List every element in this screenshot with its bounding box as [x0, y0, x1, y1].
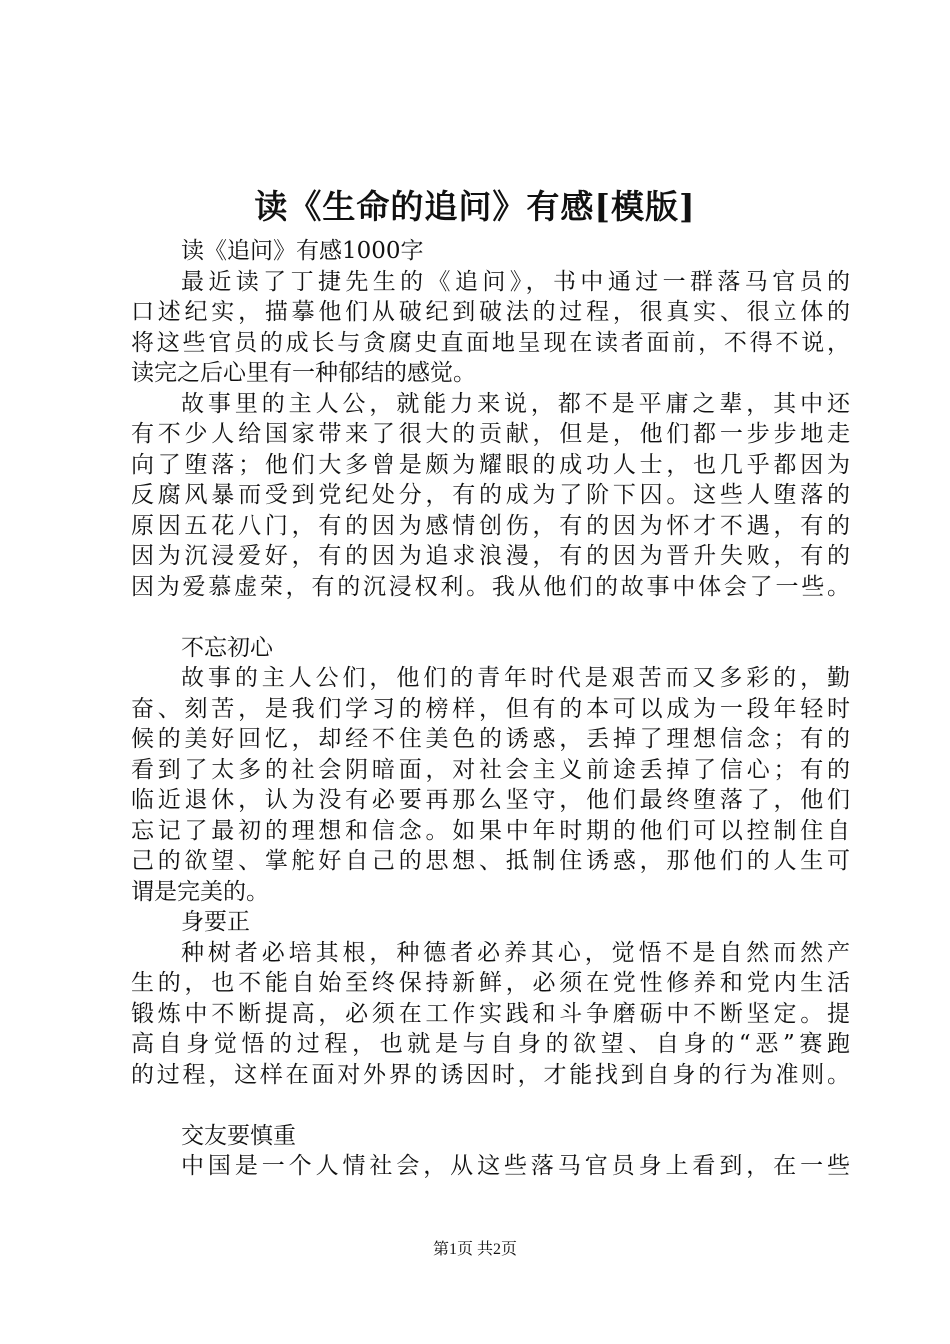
text-line: 锻炼中不断提高，必须在工作实践和斗争磨砺中不断坚定。提 — [131, 1000, 850, 1027]
document-body — [131, 236, 850, 1182]
text-line: 将这些官员的成长与贪腐史直面地呈现在读者面前，不得不说， — [131, 329, 850, 356]
page-number: 第1页 共2页 — [432, 1241, 517, 1258]
text-line: 临近退休，认为没有必要再那么坚守，他们最终堕落了，他们 — [131, 787, 850, 813]
text-line: 己的欲望、掌舵好自己的思想、抵制住诱惑，那他们的人生可 — [131, 848, 850, 874]
text-line: 候的美好回忆，却经不住美色的诱惑，丢掉了理想信念；有的 — [131, 726, 850, 752]
text-line: 因为爱慕虚荣，有的沉浸权利。我从他们的故事中体会了一些。 — [131, 573, 850, 600]
text-line: 故事里的主人公，就能力来说，都不是平庸之辈，其中还 — [181, 390, 850, 417]
document-title: 读《生命的追问》有感[模版] — [254, 187, 696, 226]
spacer — [131, 1090, 850, 1121]
text-line: 原因五花八门，有的因为感情创伤，有的因为怀才不遇，有的 — [131, 512, 850, 539]
paragraph-intro — [131, 267, 850, 389]
text-line: 生的，也不能自始至终保持新鲜，必须在党性修养和党内生活 — [131, 970, 850, 996]
text-line: 种树者必培其根，种德者必养其心，觉悟不是自然而然产 — [181, 939, 850, 966]
paragraph-protagonists — [131, 389, 850, 603]
text-line: 因为沉浸爱好，有的因为追求浪漫，有的因为晋升失败，有的 — [131, 543, 850, 569]
paragraph-original-intention — [131, 663, 850, 907]
paragraph-friends — [131, 1151, 850, 1182]
text-line: 的过程，这样在面对外界的诱因时，才能找到自身的行为准则。 — [131, 1061, 850, 1088]
text-line: 故事的主人公们，他们的青年时代是艰苦而又多彩的，勤 — [181, 665, 850, 691]
section-heading: 身要正 — [181, 909, 250, 935]
text-line: 口述纪实，描摹他们从破纪到破法的过程，很真实、很立体的 — [131, 299, 850, 325]
text-line: 中国是一个人情社会，从这些落马官员身上看到，在一些 — [181, 1153, 850, 1179]
text-line: 谓是完美的。 — [131, 878, 269, 905]
text-line: 向了堕落；他们大多曾是颇为耀眼的成功人士，也几乎都因为 — [131, 451, 850, 478]
text-line: 忘记了最初的理想和信念。如果中年时期的他们可以控制住自 — [131, 817, 850, 844]
paragraph-upright — [131, 938, 850, 1091]
text-line: 读完之后心里有一种郁结的感觉。 — [131, 360, 476, 386]
text-line: 反腐风暴而受到党纪处分，有的成为了阶下囚。这些人堕落的 — [131, 482, 850, 508]
document-subtitle: 读《追问》有感1000字 — [181, 238, 424, 264]
section-heading: 不忘初心 — [181, 634, 273, 661]
text-line: 最近读了丁捷先生的《追问》，书中通过一群落马官员的 — [181, 268, 850, 295]
text-line: 看到了太多的社会阴暗面，对社会主义前途丢掉了信心；有的 — [131, 756, 850, 783]
section-heading: 交友要慎重 — [181, 1122, 296, 1149]
text-line: 奋、刻苦，是我们学习的榜样，但有的本可以成为一段年轻时 — [131, 695, 850, 722]
text-line: 有不少人给国家带来了很大的贡献，但是，他们都一步步地走 — [131, 421, 850, 447]
spacer — [131, 602, 850, 633]
text-line: 高自身觉悟的过程，也就是与自身的欲望、自身的“恶”赛跑 — [131, 1031, 850, 1057]
